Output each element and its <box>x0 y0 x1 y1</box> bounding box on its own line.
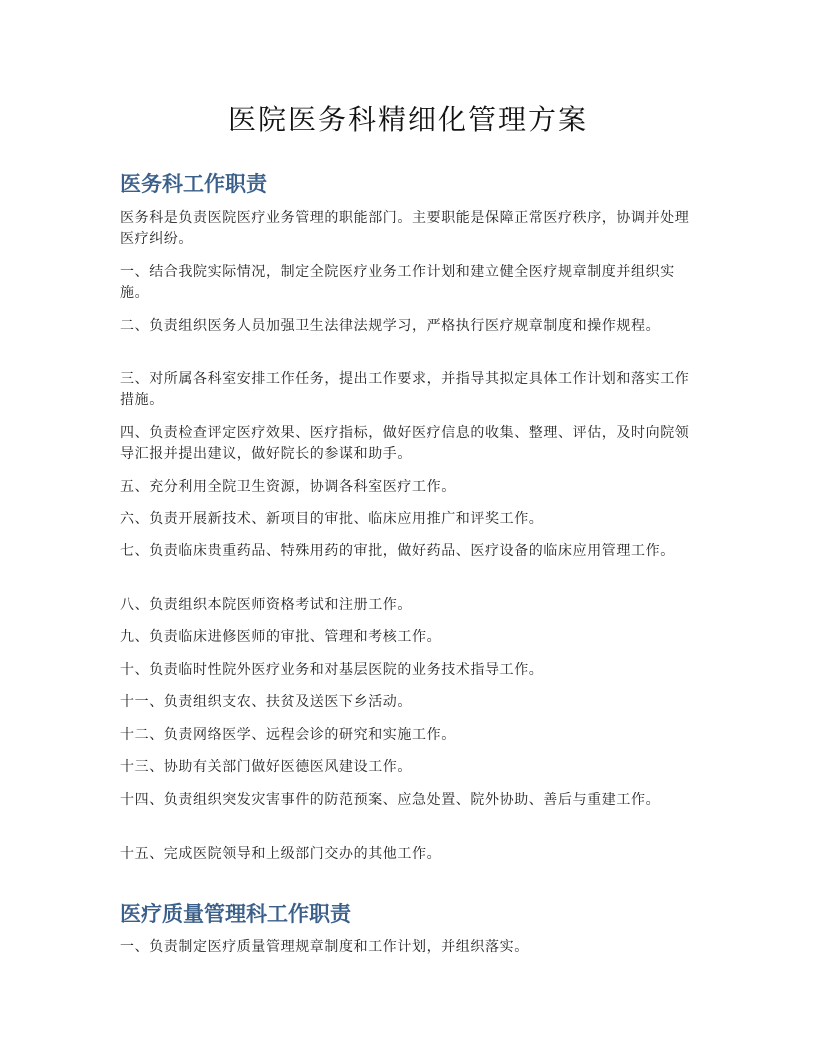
paragraph-item-13: 十三、协助有关部门做好医德医风建设工作。 <box>120 759 412 775</box>
paragraph-item-14: 十四、负责组织突发灾害事件的防范预案、应急处置、院外协助、善后与重建工作。 <box>120 792 661 808</box>
section-heading-quality-management: 医疗质量管理科工作职责 <box>120 901 351 926</box>
paragraph-quality-item-1: 一、负责制定医疗质量管理规章制度和工作计划，并组织落实。 <box>120 939 529 955</box>
paragraph-item-7: 七、负责临床贵重药品、特殊用药的审批，做好药品、医疗设备的临床应用管理工作。 <box>120 543 675 559</box>
paragraph-item-6: 六、负责开展新技术、新项目的审批、临床应用推广和评奖工作。 <box>120 511 544 527</box>
paragraph-intro: 医务科是负责医院医疗业务管理的职能部门。主要职能是保障正常医疗秩序，协调并处理医疗纠纷。 <box>120 210 690 247</box>
paragraph-item-5: 五、充分利用全院卫生资源，协调各科室医疗工作。 <box>120 479 456 495</box>
paragraph-item-8: 八、负责组织本院医师资格考试和注册工作。 <box>120 597 412 613</box>
paragraph-item-15: 十五、完成医院领导和上级部门交办的其他工作。 <box>120 846 442 862</box>
paragraph-item-4: 四、负责检查评定医疗效果、医疗指标，做好医疗信息的收集、整理、评估，及时向院领导汇报并提出建议，做好院长的参谋和助手。 <box>120 425 690 462</box>
document-title: 医院医务科精细化管理方案 <box>227 103 588 136</box>
paragraph-item-1: 一、结合我院实际情况，制定全院医疗业务工作计划和建立健全医疗规章制度并组织实施。 <box>120 264 675 301</box>
paragraph-item-9: 九、负责临床进修医师的审批、管理和考核工作。 <box>120 629 442 645</box>
paragraph-item-2: 二、负责组织医务人员加强卫生法律法规学习，严格执行医疗规章制度和操作规程。 <box>120 318 661 334</box>
paragraph-item-11: 十一、负责组织支农、扶贫及送医下乡活动。 <box>120 694 412 710</box>
paragraph-item-3: 三、对所属各科室安排工作任务，提出工作要求，并指导其拟定具体工作计划和落实工作措施。 <box>120 371 690 408</box>
paragraph-item-10: 十、负责临时性院外医疗业务和对基层医院的业务技术指导工作。 <box>120 662 544 678</box>
paragraph-item-12: 十二、负责网络医学、远程会诊的研究和实施工作。 <box>120 727 456 743</box>
section-heading-medical-affairs: 医务科工作职责 <box>120 171 267 196</box>
